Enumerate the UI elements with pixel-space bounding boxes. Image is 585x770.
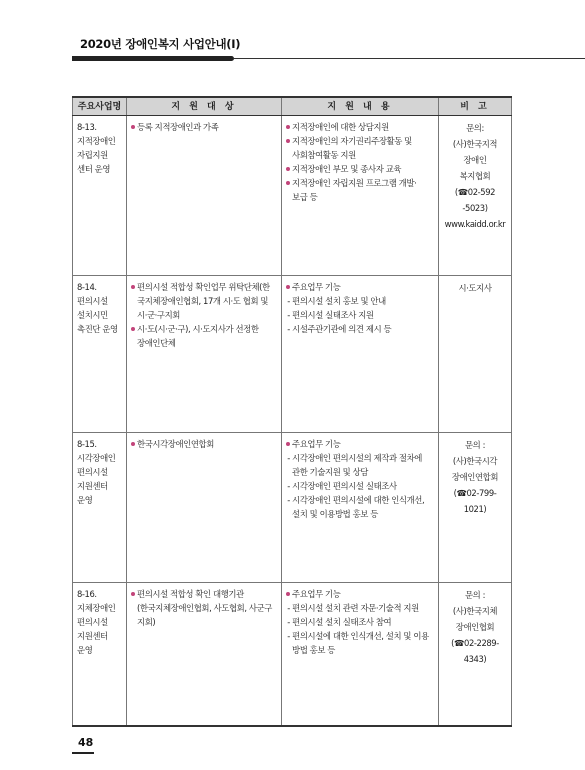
cell-line: 편의시설 — [77, 296, 108, 306]
support-content-cell — [282, 583, 439, 726]
cell-text: - 편의시설에 대한 인식개선, 설치 및 이용 — [285, 631, 429, 641]
cell-line: 장애인협회 — [455, 622, 495, 632]
program-name-cell — [73, 433, 127, 583]
cell-text: 주요업무 기능 — [292, 282, 341, 292]
cell-text: - 편의시설 설치 홍보 및 안내 — [285, 296, 386, 306]
header-program-name: 주요사업명 — [73, 97, 127, 116]
cell-line — [285, 148, 435, 162]
cell-text: 사회참여활동 지원 — [292, 150, 356, 160]
cell-line — [285, 643, 435, 657]
program-name-cell — [73, 276, 127, 433]
cell-text: 방법 홍보 등 — [292, 645, 335, 655]
bullet-dot-icon — [286, 442, 290, 446]
cell-line — [285, 465, 435, 479]
cell-line: 문의 : — [464, 440, 486, 450]
bullet-item — [285, 134, 435, 148]
cell-line — [285, 479, 435, 493]
cell-line: www.kaidd.or.kr — [444, 219, 506, 229]
cell-line: 8-14. — [77, 282, 97, 292]
cell-line — [285, 629, 435, 643]
cell-text: - 편의시설 실태조사 지원 — [285, 310, 374, 320]
bullet-dot-icon — [286, 125, 290, 129]
header-rule-line — [234, 58, 585, 59]
bullet-dot-icon — [131, 442, 135, 446]
bullet-item — [130, 587, 278, 601]
remarks-cell — [439, 276, 512, 433]
bullet-item — [285, 437, 435, 451]
cell-line — [130, 615, 278, 629]
remarks-cell — [439, 583, 512, 726]
bullet-item — [130, 322, 278, 336]
page-number: 48 — [78, 736, 94, 749]
cell-line — [285, 322, 435, 336]
remarks-cell — [439, 433, 512, 583]
header-remarks: 비 고 — [439, 97, 512, 116]
cell-line: 지체장애인 — [77, 603, 116, 613]
cell-line — [285, 451, 435, 465]
bullet-item — [130, 120, 278, 134]
running-header-title: 2020년 장애인복지 사업안내(Ⅰ) — [80, 37, 241, 51]
cell-line: 8-13. — [77, 122, 97, 132]
cell-line: 4343) — [463, 654, 487, 664]
cell-line — [130, 336, 278, 350]
cell-line: 문의 : — [464, 590, 486, 600]
cell-line: 1021) — [463, 504, 487, 514]
cell-line: -5023) — [462, 203, 488, 213]
bullet-dot-icon — [286, 285, 290, 289]
bullet-dot-icon — [131, 285, 135, 289]
program-table — [72, 96, 512, 727]
cell-line: (사)한국지적 — [452, 139, 498, 149]
cell-line: 문의: — [466, 123, 484, 133]
bullet-item — [285, 280, 435, 294]
cell-line: 8-15. — [77, 439, 97, 449]
cell-text: 주요업무 기능 — [292, 439, 341, 449]
cell-line: 지원센터 — [77, 481, 108, 491]
cell-line — [285, 190, 435, 204]
cell-text: - 시각장애인 편의시설 실태조사 — [285, 481, 397, 491]
cell-line — [285, 507, 435, 521]
bullet-item — [285, 120, 435, 134]
cell-text: 등록 지적장애인과 가족 — [137, 122, 219, 132]
bullet-item — [285, 162, 435, 176]
cell-line — [285, 308, 435, 322]
cell-line: 장애인연합회 — [451, 472, 499, 482]
bullet-dot-icon — [131, 327, 135, 331]
table-row — [73, 116, 512, 276]
cell-text: 편의시설 적합성 확인업무 위탁단체(한 — [137, 282, 270, 292]
cell-line — [285, 601, 435, 615]
support-target-cell — [127, 116, 282, 276]
cell-text: 국지체장애인협회, 17개 시·도 협회 및 — [137, 296, 269, 306]
table-header-row — [73, 97, 512, 116]
cell-text: - 편의시설 설치 관련 자문·기술적 지원 — [285, 603, 419, 613]
cell-line: 지적장애인 — [77, 136, 116, 146]
cell-line: 편의시설 — [77, 617, 108, 627]
table-row — [73, 276, 512, 433]
cell-text: - 시각장애인 편의시설에 대한 인식개선, — [285, 495, 425, 505]
cell-text: 지적장애인 부모 및 종사자 교육 — [292, 164, 402, 174]
cell-text: (한국지체장애인협회, 사도협회, 사군구 — [137, 603, 272, 613]
remarks-cell — [439, 116, 512, 276]
bullet-item — [285, 587, 435, 601]
bullet-dot-icon — [131, 125, 135, 129]
cell-line — [130, 601, 278, 615]
cell-line: 설치시민 — [77, 310, 108, 320]
cell-text: 한국시각장애인연합회 — [137, 439, 214, 449]
cell-line: 8-16. — [77, 589, 97, 599]
bullet-dot-icon — [286, 592, 290, 596]
cell-line: 장애인 — [463, 155, 487, 165]
bullet-dot-icon — [286, 167, 290, 171]
program-name-cell — [73, 583, 127, 726]
table-row — [73, 583, 512, 726]
cell-line: 운영 — [77, 495, 93, 505]
cell-line — [130, 294, 278, 308]
cell-line: 자립지원 — [77, 150, 108, 160]
program-name-cell — [73, 116, 127, 276]
support-target-cell — [127, 276, 282, 433]
bullet-dot-icon — [131, 592, 135, 596]
cell-line: 운영 — [77, 645, 93, 655]
support-content-cell — [282, 276, 439, 433]
cell-line: 지원센터 — [77, 631, 108, 641]
cell-text: 지적장애인에 대한 상담지원 — [292, 122, 389, 132]
bullet-dot-icon — [286, 139, 290, 143]
cell-line: 복지협회 — [459, 171, 491, 181]
cell-text: 관한 기술지원 및 상담 — [292, 467, 368, 477]
cell-text: 설치 및 이용방법 홍보 등 — [292, 509, 378, 519]
support-content-cell — [282, 433, 439, 583]
cell-line: 편의시설 — [77, 467, 108, 477]
cell-line — [130, 308, 278, 322]
bullet-item — [130, 437, 278, 451]
cell-text: 편의시설 적합성 확인 대행기관 — [137, 589, 244, 599]
cell-line: (사)한국지체 — [452, 606, 498, 616]
cell-text: 시·군·구지회 — [137, 310, 180, 320]
cell-line — [285, 615, 435, 629]
cell-text: 보급 등 — [292, 192, 318, 202]
support-target-cell — [127, 583, 282, 726]
support-content-cell — [282, 116, 439, 276]
cell-line: (사)한국시각 — [452, 456, 498, 466]
bullet-item — [130, 280, 278, 294]
cell-line: 시각장애인 — [77, 453, 116, 463]
cell-line: (☎02-2289- — [451, 638, 499, 648]
cell-line: (☎02-592 — [454, 187, 496, 197]
cell-line: 촉진단 운영 — [77, 324, 118, 334]
cell-line: 시·도지사 — [458, 283, 492, 293]
header-support-target: 지 원 대 상 — [127, 97, 282, 116]
cell-text: 지적장애인의 자기권리주장활동 및 — [292, 136, 412, 146]
cell-text: 주요업무 기능 — [292, 589, 341, 599]
cell-line: 센터 운영 — [77, 164, 111, 174]
bullet-dot-icon — [286, 181, 290, 185]
cell-text: 지회) — [137, 617, 156, 627]
header-decorative-bar — [72, 56, 234, 61]
cell-line — [285, 294, 435, 308]
cell-text: 지적장애인 자립지원 프로그램 개발· — [292, 178, 417, 188]
cell-text: - 시각장애인 편의시설의 제작과 절차에 — [285, 453, 422, 463]
support-target-cell — [127, 433, 282, 583]
table-row — [73, 433, 512, 583]
cell-text: - 시설주관기관에 의견 제시 등 — [285, 324, 392, 334]
cell-text: 시·도(시·군·구), 시·도지사가 선정한 — [137, 324, 259, 334]
page-number-underline — [72, 752, 94, 754]
cell-text: - 편의시설 설치 실태조사 참여 — [285, 617, 392, 627]
bullet-item — [285, 176, 435, 190]
header-support-content: 지 원 내 용 — [282, 97, 439, 116]
cell-line — [285, 493, 435, 507]
cell-line: (☎02-799- — [453, 488, 497, 498]
cell-text: 장애인단체 — [137, 338, 176, 348]
